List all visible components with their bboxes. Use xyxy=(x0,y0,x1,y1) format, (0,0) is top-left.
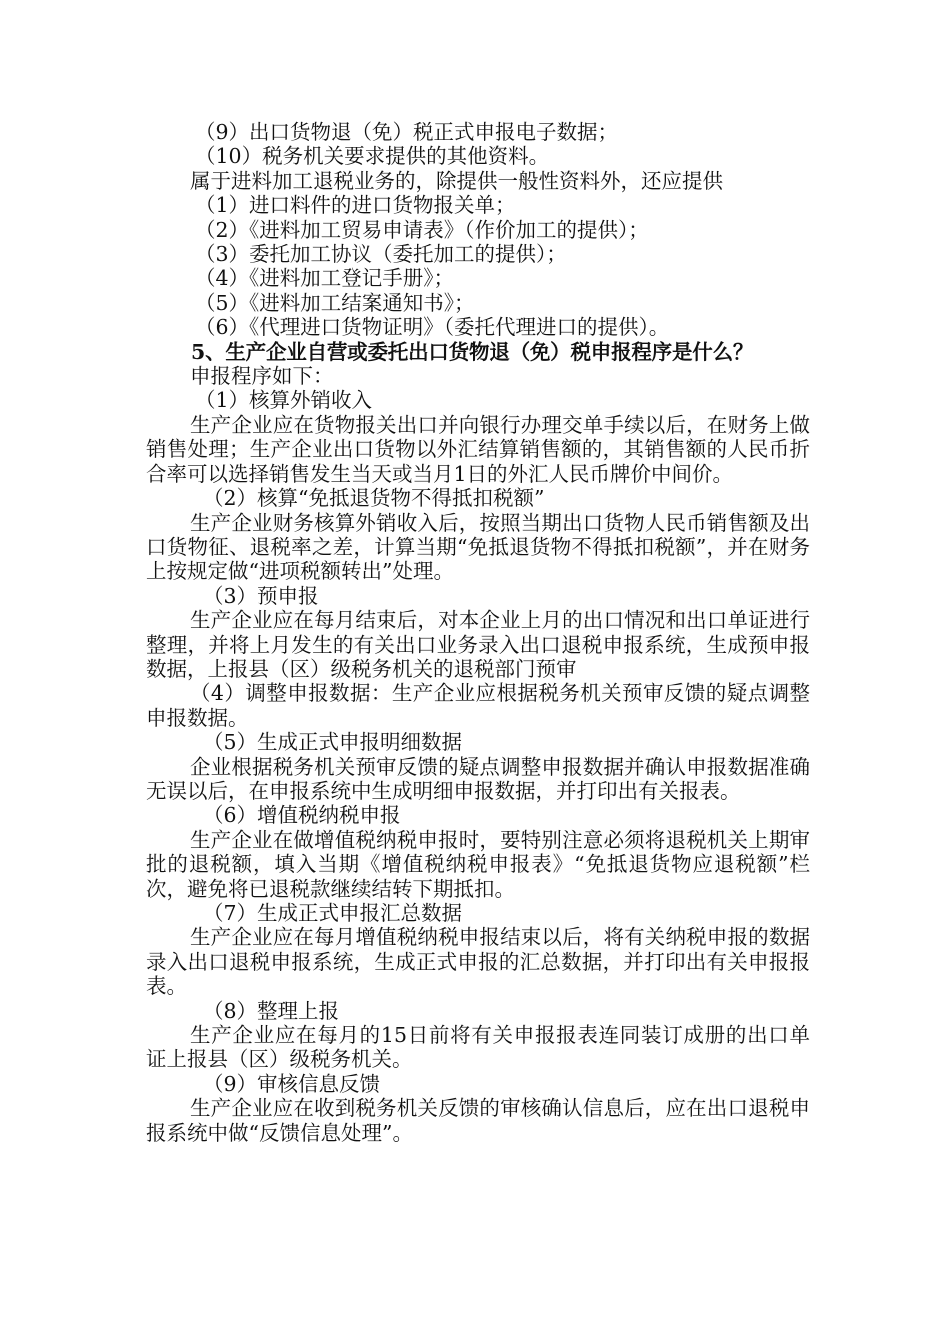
step-title: （1）核算外销收入 xyxy=(195,388,373,413)
list-item: （4）《进料加工登记手册》； xyxy=(195,266,455,291)
list-item: （2）《进料加工贸易申请表》（作价加工的提供）； xyxy=(195,217,649,242)
step-body: 生产企业在做增值税纳税申报时，要特别注意必须将退税机关上期审批的退税额，填入当期《增值税纳税申报表》“免抵退货物应退税额”栏次，避免将已退税款继续结转下期抵扣。 xyxy=(146,827,810,901)
document-body xyxy=(146,120,810,1145)
step-title: （3）预申报 xyxy=(203,583,319,608)
section-heading: 5、生产企业自营或委托出口货物退（免）税申报程序是什么？ xyxy=(191,339,754,364)
step-title: （5）生成正式申报明细数据 xyxy=(203,730,463,755)
step-body: 生产企业应在货物报关出口并向银行办理交单手续以后，在财务上做销售处理；生产企业出口货物以外汇结算销售额的，其销售额的人民币折合率可以选择销售发生当天或当月1日的外汇人民币牌价中间价。 xyxy=(146,412,810,486)
step-title: （9）审核信息反馈 xyxy=(203,1071,381,1096)
step-body: 生产企业应在每月的15日前将有关申报报表连同装订成册的出口单证上报县（区）级税务机关。 xyxy=(146,1023,810,1072)
paragraph: 属于进料加工退税业务的，除提供一般性资料外，还应提供 xyxy=(190,168,723,193)
step-body: 生产企业应在每月增值税纳税申报结束以后，将有关纳税申报的数据录入出口退税申报系统，生成正式申报的汇总数据，并打印出有关申报报表。 xyxy=(146,925,810,999)
step-title: （2）核算“免抵退货物不得抵扣税额” xyxy=(203,486,545,511)
step-body: 企业根据税务机关预审反馈的疑点调整申报数据并确认申报数据准确无误以后，在申报系统中生成明细申报数据，并打印出有关报表。 xyxy=(146,754,810,803)
paragraph: 申报程序如下： xyxy=(190,364,334,389)
list-item: （3）委托加工协议（委托加工的提供）； xyxy=(195,242,567,267)
step-body: 生产企业应在收到税务机关反馈的审核确认信息后，应在出口退税申报系统中做“反馈信息处理”。 xyxy=(146,1096,810,1145)
step-title: （8）整理上报 xyxy=(203,998,340,1023)
step-body: （4）调整申报数据：生产企业应根据税务机关预审反馈的疑点调整申报数据。 xyxy=(146,681,810,730)
step-title: （6）增值税纳税申报 xyxy=(203,803,401,828)
step-body: 生产企业应在每月结束后，对本企业上月的出口情况和出口单证进行整理，并将上月发生的有关出口业务录入出口退税申报系统，生成预申报数据，上报县（区）级税务机关的退税部门预审 xyxy=(146,608,810,681)
list-item: （6）《代理进口货物证明》（委托代理进口的提供）。 xyxy=(195,315,670,340)
list-item: （9）出口货物退（免）税正式申报电子数据； xyxy=(195,120,619,144)
list-item: （10）税务机关要求提供的其他资料。 xyxy=(195,144,550,169)
list-item: （5）《进料加工结案通知书》； xyxy=(195,290,475,315)
step-title: （7）生成正式申报汇总数据 xyxy=(203,901,463,925)
step-body: 生产企业财务核算外销收入后，按照当期出口货物人民币销售额及出口货物征、退税率之差，计算当期“免抵退货物不得抵扣税额”，并在财务上按规定做“进项税额转出”处理。 xyxy=(146,510,810,584)
list-item: （1）进口料件的进口货物报关单； xyxy=(195,193,516,218)
